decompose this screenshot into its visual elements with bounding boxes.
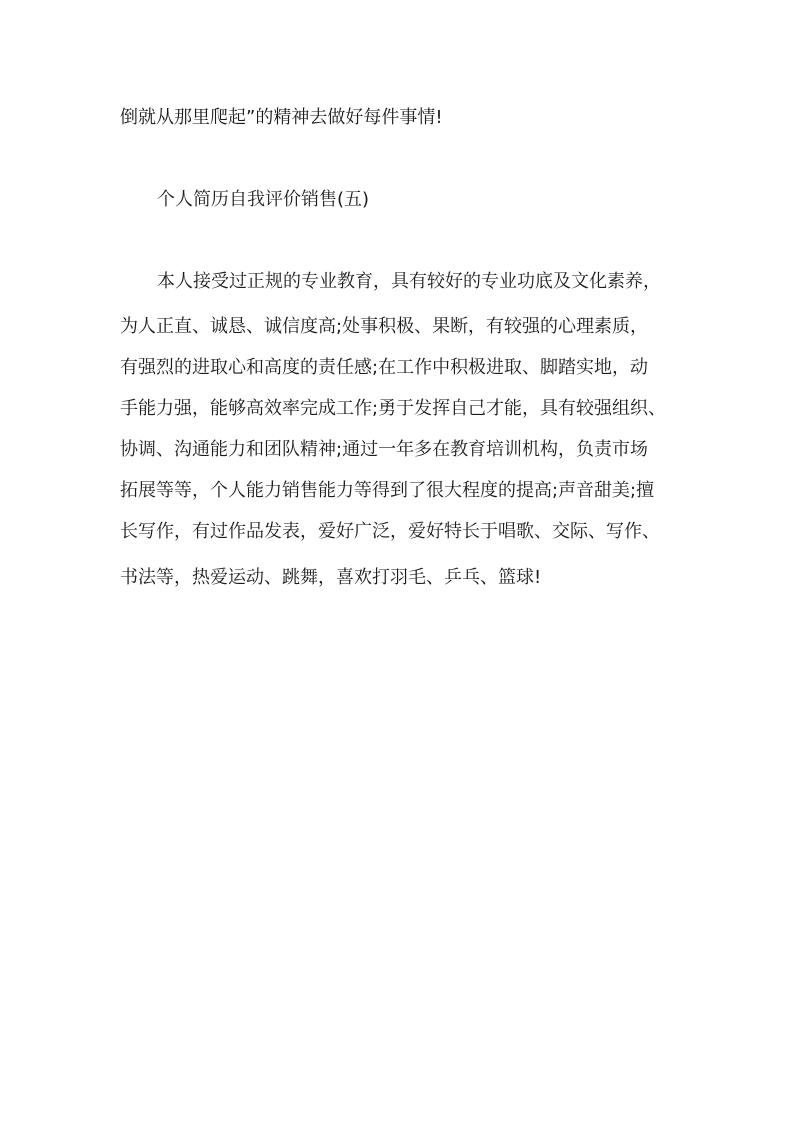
paragraph-line-4: 手能力强，能够高效率完成工作;勇于发挥自己才能，具有较强组织、 (120, 398, 667, 419)
paragraph-line-6: 拓展等等，个人能力销售能力等得到了很大程度的提高;声音甜美;擅 (120, 480, 655, 501)
paragraph-line-2: 为人正直、诚恳、诚信度高;处事积极、果断，有较强的心理素质， (120, 316, 649, 337)
paragraph-line-7: 长写作，有过作品发表，爱好广泛，爱好特长于唱歌、交际、写作、 (120, 521, 660, 542)
paragraph-line-8: 书法等，热爱运动、跳舞，喜欢打羽毛、乒乓、篮球! (120, 567, 542, 588)
paragraph-line-3: 有强烈的进取心和高度的责任感;在工作中积极进取、脚踏实地，动 (120, 357, 649, 378)
paragraph-line-1: 本人接受过正规的专业教育，具有较好的专业功底及文化素养， (157, 271, 661, 292)
section-heading: 个人简历自我评价销售(五) (157, 189, 370, 210)
paragraph-line-5: 协调、沟通能力和团队精神;通过一年多在教育培训机构，负责市场 (120, 439, 649, 460)
continuation-line: 倒就从那里爬起”的精神去做好每件事情! (120, 107, 443, 128)
